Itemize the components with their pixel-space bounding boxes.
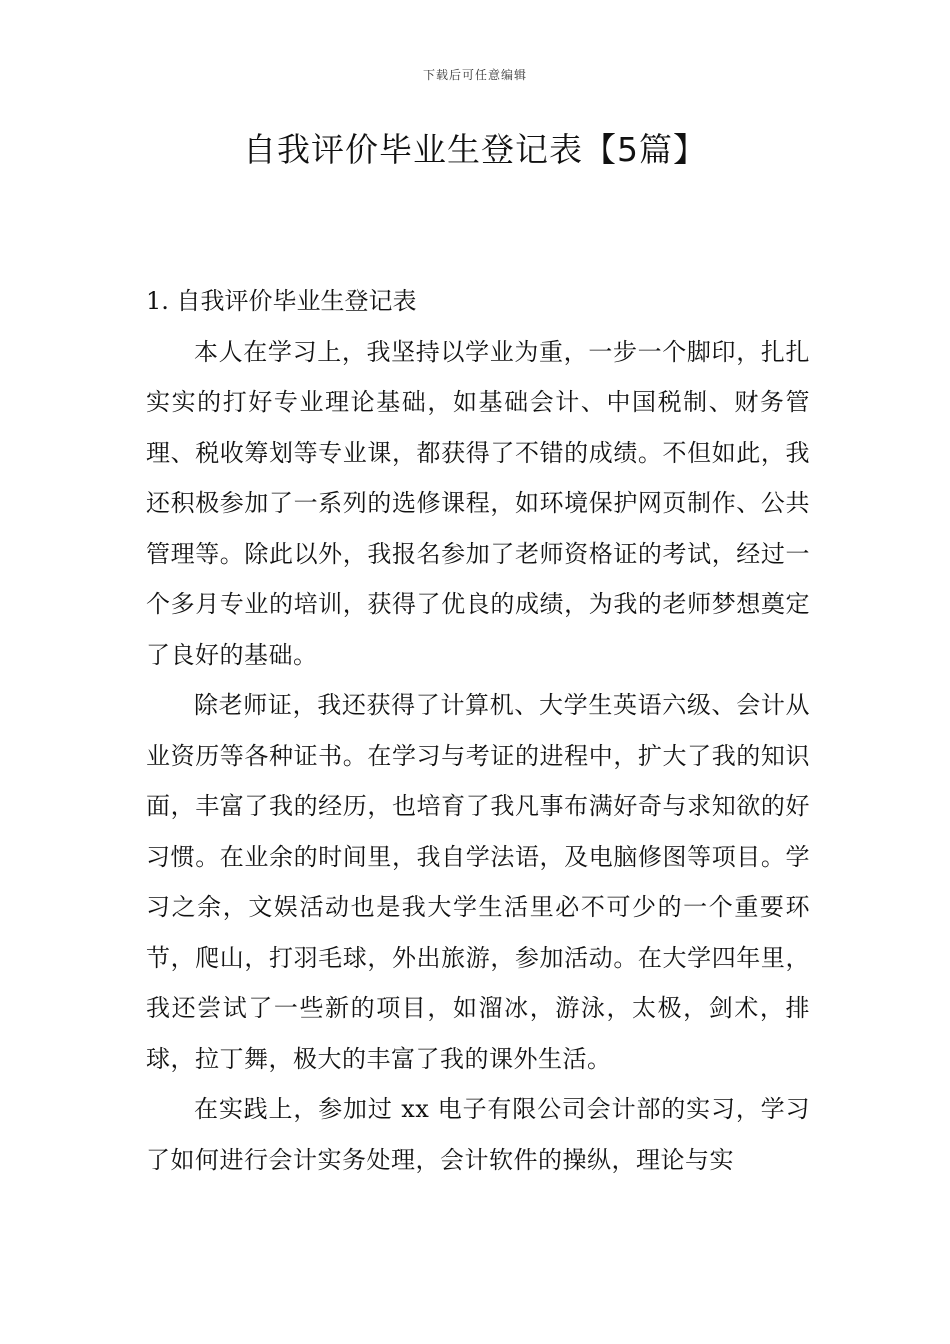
section-heading: 1. 自我评价毕业生登记表	[146, 287, 417, 315]
document-body	[146, 276, 810, 1185]
paragraph-practice: 在实践上，参加过 xx 电子有限公司会计部的实习，学习了如何进行会计实务处理，会计软件的操纵，理论与实	[146, 1095, 810, 1174]
paragraph-certificates: 除老师证，我还获得了计算机、大学生英语六级、会计从业资历等各种证书。在学习与考证的进程中，扩大了我的知识面，丰富了我的经历，也培育了我凡事布满好奇与求知欲的好习惯。在业余的时间里，我自学法语，及电脑修图等项目。学习之余，文娱活动也是我大学生活里必不可少的一个重要环节，爬山，打羽毛球，外出旅游，参加活动。在大学四年里，我还尝试了一些新的项目，如溜冰，游泳，太极，剑术，排球，拉丁舞，极大的丰富了我的课外生活。	[146, 691, 810, 1073]
header-note: 下载后可任意编辑	[422, 68, 527, 82]
paragraph-study: 本人在学习上，我坚持以学业为重，一步一个脚印，扎扎实实的打好专业理论基础，如基础会计、中国税制、财务管理、税收筹划等专业课，都获得了不错的成绩。不但如此，我还积极参加了一系列的选修课程，如环境保护网页制作、公共管理等。除此以外，我报名参加了老师资格证的考试，经过一个多月专业的培训，获得了优良的成绩，为我的老师梦想奠定了良好的基础。	[146, 337, 810, 669]
document-title: 自我评价毕业生登记表【5篇】	[243, 130, 707, 169]
